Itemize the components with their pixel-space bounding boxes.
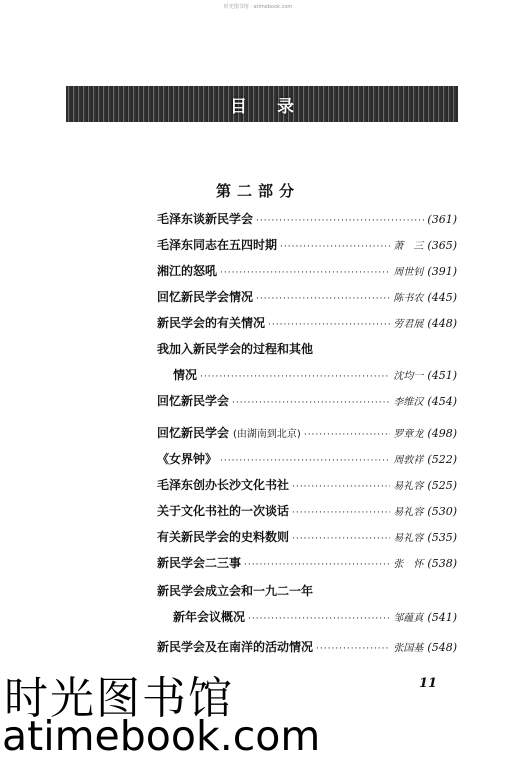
leader-dots xyxy=(248,614,390,624)
entry-title: 关于文化书社的一次谈话 xyxy=(157,504,290,518)
leader-dots xyxy=(292,534,390,544)
toc-banner xyxy=(66,86,458,122)
entry-author: 周世钊 xyxy=(393,267,424,278)
leader-dots xyxy=(304,430,391,440)
entry-page: (451) xyxy=(427,369,457,382)
entry-title: 新民学会及在南洋的活动情况 xyxy=(157,640,314,654)
toc-entry[interactable] xyxy=(157,236,457,258)
entry-page: (361) xyxy=(427,213,457,226)
entry-author: 张国基 xyxy=(393,643,424,654)
toc-entry[interactable] xyxy=(157,582,457,604)
leader-dots xyxy=(256,216,424,226)
toc-entry[interactable] xyxy=(157,262,457,284)
leader-dots xyxy=(232,398,390,408)
toc-entry[interactable] xyxy=(157,392,457,414)
header-url: 时光图书馆 · atimebook.com xyxy=(223,4,293,10)
leader-dots xyxy=(280,242,390,252)
leader-dots xyxy=(220,456,390,466)
entry-subtitle: (由湖南到北京) xyxy=(233,429,301,440)
entry-page: (498) xyxy=(427,427,457,440)
entry-page: (525) xyxy=(427,479,457,492)
entry-author: 易礼容 xyxy=(393,481,424,492)
entry-author: 邹蕴真 xyxy=(393,613,424,624)
leader-dots xyxy=(220,268,390,278)
toc-entry[interactable] xyxy=(157,450,457,472)
entry-page: (365) xyxy=(427,239,457,252)
entry-page: (454) xyxy=(427,395,457,408)
toc-entry[interactable] xyxy=(157,608,457,630)
entry-title: 湘江的怒吼 xyxy=(157,264,218,278)
leader-dots xyxy=(292,482,390,492)
entry-title: 有关新民学会的史料数则 xyxy=(157,530,290,544)
toc-entry[interactable] xyxy=(157,554,457,576)
entry-title: 回忆新民学会情况 xyxy=(157,290,254,304)
page-number: 11 xyxy=(419,676,438,691)
entry-author: 沈均一 xyxy=(393,371,424,382)
entry-title: 毛泽东创办长沙文化书社 xyxy=(157,478,290,492)
entry-title: 新年会议概况 xyxy=(173,610,246,624)
toc-entry[interactable] xyxy=(157,476,457,498)
watermark-cn: 时光图书馆 xyxy=(4,673,234,724)
entry-title: 新民学会成立会和一九二一年 xyxy=(157,584,314,598)
toc-entry[interactable] xyxy=(157,366,457,388)
entry-page: (530) xyxy=(427,505,457,518)
entry-title: 回忆新民学会 xyxy=(157,426,230,440)
watermark-url: atimebook.com xyxy=(2,712,321,760)
entry-title: 《女界钟》 xyxy=(157,452,218,466)
entry-title: 我加入新民学会的过程和其他 xyxy=(157,342,314,356)
entry-title: 情况 xyxy=(173,368,198,382)
toc-entry[interactable] xyxy=(157,502,457,524)
entry-author: 易礼容 xyxy=(393,533,424,544)
leader-dots xyxy=(200,372,390,382)
leader-dots xyxy=(316,644,390,654)
entry-title: 毛泽东谈新民学会 xyxy=(157,212,254,226)
entry-author: 李维汉 xyxy=(393,397,424,408)
toc-entry[interactable] xyxy=(157,638,457,660)
toc-entry[interactable] xyxy=(157,340,457,362)
entry-author: 陈书农 xyxy=(393,293,424,304)
toc-entry[interactable] xyxy=(157,424,457,446)
toc-entry[interactable] xyxy=(157,288,457,310)
entry-page: (522) xyxy=(427,453,457,466)
toc-entry[interactable] xyxy=(157,314,457,336)
entry-author: 萧 三 xyxy=(393,241,424,252)
entry-page: (541) xyxy=(427,611,457,624)
toc-entry[interactable] xyxy=(157,528,457,550)
entry-author: 罗章龙 xyxy=(393,429,424,440)
leader-dots xyxy=(268,320,390,330)
entry-author: 劳君展 xyxy=(393,319,424,330)
entry-author: 张 怀 xyxy=(393,559,424,570)
toc-entry[interactable] xyxy=(157,210,457,232)
entry-author: 周敦祥 xyxy=(393,455,424,466)
entry-page: (448) xyxy=(427,317,457,330)
entry-author: 易礼容 xyxy=(393,507,424,518)
leader-dots xyxy=(256,294,390,304)
section-title: 第二部分 xyxy=(215,182,300,200)
entry-page: (538) xyxy=(427,557,457,570)
banner-title: 目录 xyxy=(230,96,324,117)
leader-dots xyxy=(292,508,390,518)
entry-page: (445) xyxy=(427,291,457,304)
entry-title: 回忆新民学会 xyxy=(157,394,230,408)
leader-dots xyxy=(244,560,390,570)
entry-title: 新民学会的有关情况 xyxy=(157,316,266,330)
entry-page: (548) xyxy=(427,641,457,654)
entry-page: (391) xyxy=(427,265,457,278)
entry-title: 新民学会二三事 xyxy=(157,556,242,570)
entry-page: (535) xyxy=(427,531,457,544)
entry-title: 毛泽东同志在五四时期 xyxy=(157,238,278,252)
